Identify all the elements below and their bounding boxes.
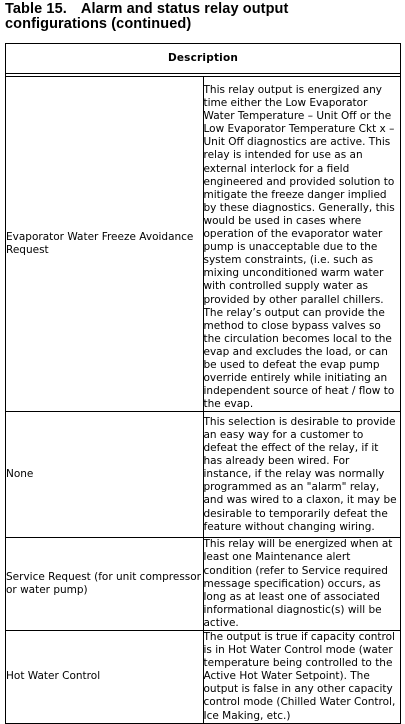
relay-config-table — [5, 43, 401, 724]
row-name-cell: Service Request (for unit compressor or water pump) — [6, 538, 204, 631]
table-header-row — [6, 44, 401, 74]
row-description-cell: This selection is desirable to provide an easy way for a customer to defeat the effect of the relay, if it has already been wired. For instance, if the relay was normally programmed as an "alarm" relay, and was wired to a claxon, it may be desirable to temporarily defeat the feature without changing wiring. — [203, 412, 401, 538]
table-row — [6, 631, 401, 724]
table-title-line2: configurations (continued) — [5, 16, 192, 32]
row-name-cell: None — [6, 412, 204, 538]
table-row — [6, 77, 401, 412]
row-description-cell: The output is true if capacity control is in Hot Water Control mode (water temperature being controlled to the Active Hot Water Setpoint). The output is false in any other capacity control mode (Chilled Water Control, Ice Making, etc.) — [203, 631, 401, 724]
row-name-cell: Evaporator Water Freeze Avoidance Request — [6, 77, 204, 412]
table-title — [5, 2, 401, 32]
row-description-cell: This relay output is energized any time either the Low Evaporator Water Temperature – Unit Off or the Low Evaporator Temperature Ckt x – Unit Off diagnostics are active. This relay is intended for use as an external interlock for a field engineered and provided solution to mitigate the freeze danger implied by these diagnostics. Generally, this would be used in cases where operation of the evaporator water pump is unacceptable due to the system constraints, (i.e. such as mixing unconditioned warm water with controlled supply water as provided by other parallel chillers. The relay’s output can provide the method to close bypass valves so the circulation becomes local to the evap and excludes the load, or can be used to defeat the evap pump override entirely while initiating an independent source of heat / flow to the evap. — [203, 77, 401, 412]
row-description-cell: This relay will be energized when at least one Maintenance alert condition (refer to Service required message specification) occurs, as long as at least one of associated informational diagnostic(s) will be active. — [203, 538, 401, 631]
table-row — [6, 538, 401, 631]
description-header: Description — [6, 44, 401, 74]
table-title-line1: Alarm and status relay output — [80, 1, 289, 17]
table-number: Table 15. — [5, 1, 67, 17]
table-row — [6, 412, 401, 538]
row-name-cell: Hot Water Control — [6, 631, 204, 724]
